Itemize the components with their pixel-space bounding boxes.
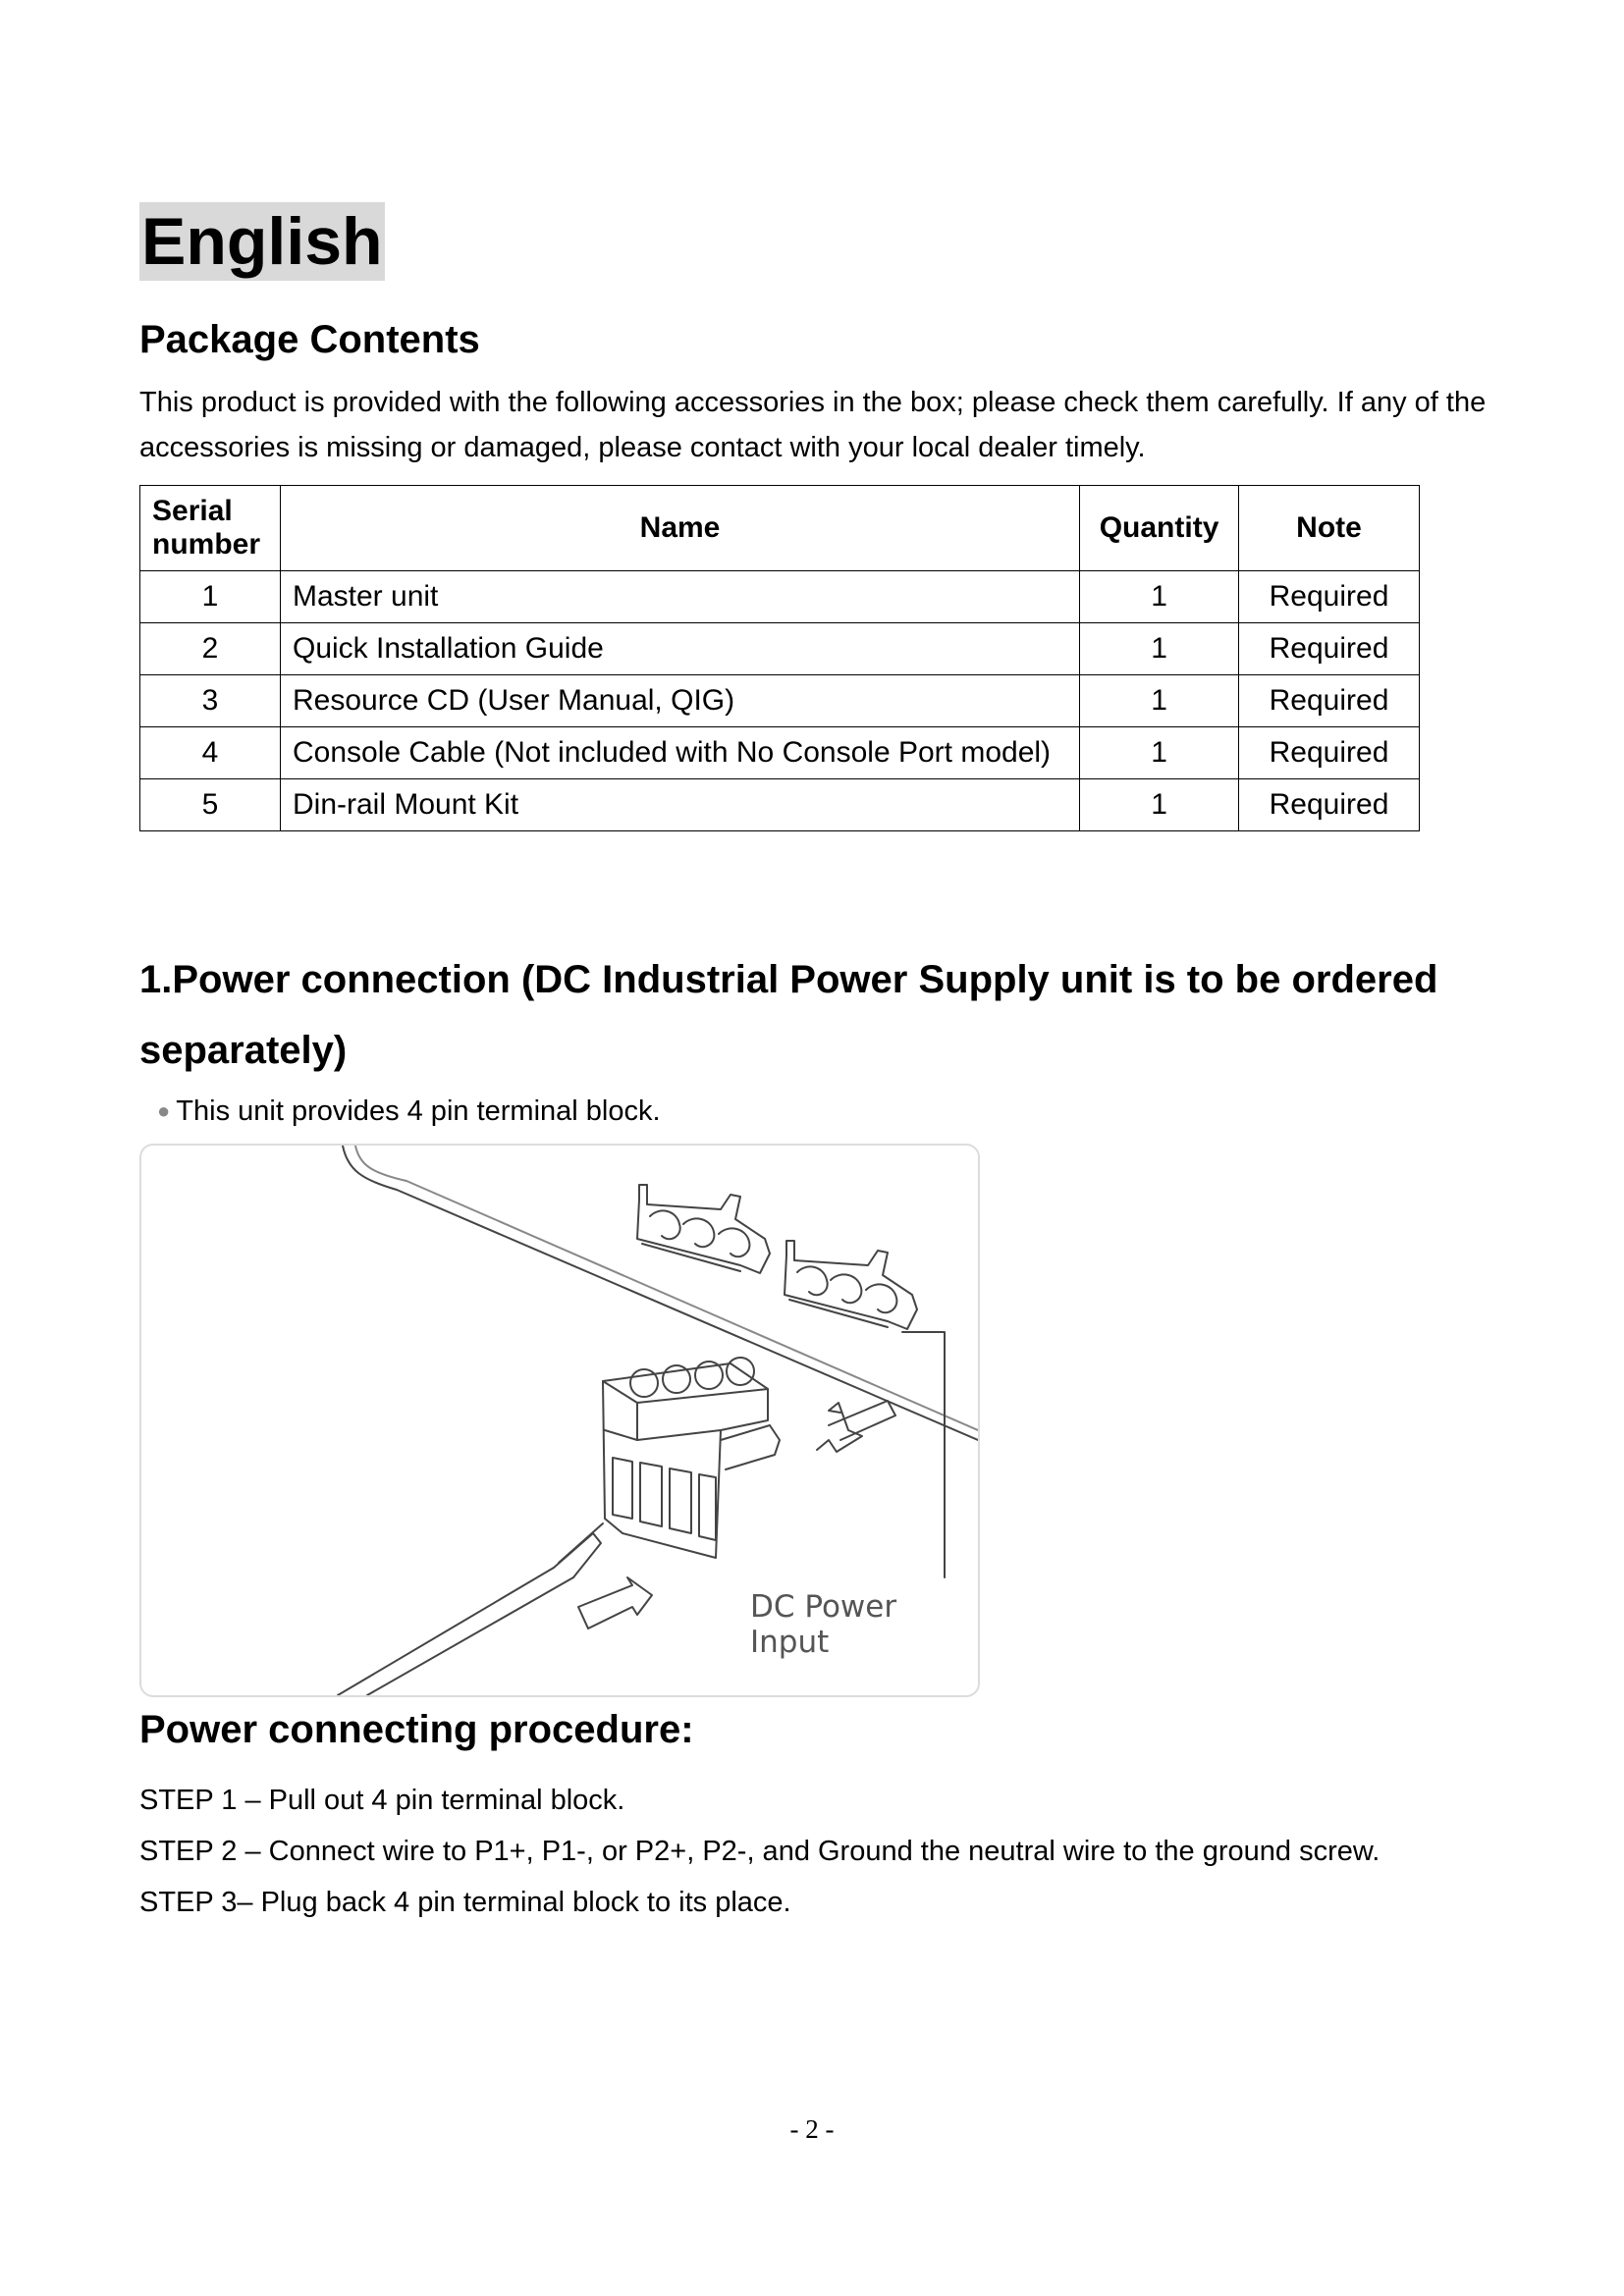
socket-group-2	[785, 1241, 917, 1329]
procedure-heading: Power connecting procedure:	[139, 1708, 694, 1751]
bullet-text: This unit provides 4 pin terminal block.	[176, 1095, 661, 1127]
bullet-item	[157, 1092, 661, 1131]
header-note: Note	[1239, 486, 1420, 571]
page-number: - 2 -	[789, 2114, 835, 2144]
arrow-icon	[578, 1577, 652, 1629]
package-contents-table	[139, 485, 1420, 831]
cell-quantity: 1	[1080, 779, 1239, 831]
cell-serial: 5	[140, 779, 281, 831]
wire-end	[559, 1523, 603, 1563]
socket-group-1	[637, 1185, 770, 1273]
cell-note: Required	[1239, 727, 1420, 779]
cell-quantity: 1	[1080, 623, 1239, 675]
cell-serial: 1	[140, 571, 281, 623]
label-leader-line	[902, 1332, 945, 1577]
housing-edge-line	[343, 1146, 978, 1440]
cell-quantity: 1	[1080, 675, 1239, 727]
cell-serial: 3	[140, 675, 281, 727]
table-row	[140, 571, 1420, 623]
dc-power-input-illustration	[139, 1144, 980, 1697]
package-contents-heading: Package Contents	[139, 318, 480, 361]
cell-quantity: 1	[1080, 727, 1239, 779]
wire-line	[338, 1568, 554, 1695]
package-intro-text: This product is provided with the following accessories in the box; please check them carefully. If any of the accessories is missing or damaged, please contact with your local dealer timely.	[139, 387, 1487, 463]
arrow-icon	[829, 1401, 895, 1440]
cell-name: Din-rail Mount Kit	[280, 779, 1079, 831]
bullet-dot-icon: ●	[157, 1098, 171, 1123]
procedure-steps	[139, 1775, 1380, 1928]
dc-power-input-label: DC Power Input	[750, 1589, 897, 1660]
cell-name: Resource CD (User Manual, QIG)	[280, 675, 1079, 727]
cell-serial: 4	[140, 727, 281, 779]
table-header-row	[140, 486, 1420, 571]
arrow-icon	[817, 1403, 862, 1452]
wire-line	[367, 1577, 573, 1695]
terminal-plug	[603, 1358, 780, 1558]
cell-note: Required	[1239, 623, 1420, 675]
step-3: STEP 3– Plug back 4 pin terminal block to its place.	[139, 1887, 791, 1918]
cell-note: Required	[1239, 571, 1420, 623]
header-name: Name	[280, 486, 1079, 571]
power-connection-heading: 1.Power connection (DC Industrial Power Supply unit is to be ordered separately)	[139, 958, 1438, 1072]
language-heading: English	[141, 204, 383, 279]
cell-serial: 2	[140, 623, 281, 675]
table-row	[140, 623, 1420, 675]
header-quantity: Quantity	[1080, 486, 1239, 571]
cell-name: Quick Installation Guide	[280, 623, 1079, 675]
cell-note: Required	[1239, 675, 1420, 727]
table-row	[140, 727, 1420, 779]
step-1: STEP 1 – Pull out 4 pin terminal block.	[139, 1785, 625, 1816]
cell-note: Required	[1239, 779, 1420, 831]
cell-name: Console Cable (Not included with No Console Port model)	[280, 727, 1079, 779]
cell-quantity: 1	[1080, 571, 1239, 623]
cell-name: Master unit	[280, 571, 1079, 623]
header-serial-number: Serial number	[140, 486, 281, 571]
table-row	[140, 779, 1420, 831]
table-row	[140, 675, 1420, 727]
wire-end	[554, 1533, 601, 1577]
step-2: STEP 2 – Connect wire to P1+, P1-, or P2+, P2-, and Ground the neutral wire to the ground screw.	[139, 1836, 1380, 1867]
